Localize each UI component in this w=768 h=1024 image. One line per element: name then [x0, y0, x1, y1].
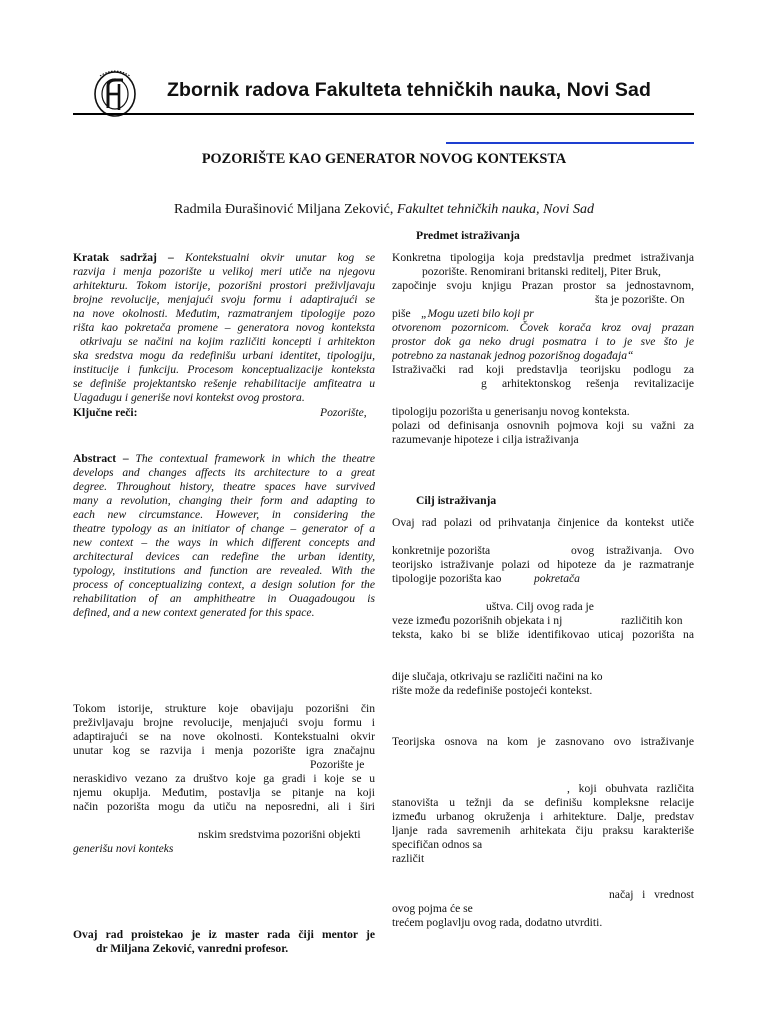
intro-line: adaptirajući se na nove okolnosti. Kontekstualni okvir: [73, 730, 375, 743]
goal-line: veze između pozorišnih objekata i nj: [392, 614, 563, 627]
summary-line: brojne revolucije, menjajući svoju formu i adaptirajući se: [73, 293, 375, 306]
abstract-line: each new circumstance. However, in considering the: [73, 508, 375, 521]
summary-line: rišta kao pokretača promene – generatora novog konteksta: [73, 321, 375, 334]
abstract-line: develops and changes affects its architecture to a great: [73, 466, 375, 479]
footnote-line: Ovaj rad proistekao je iz master rada čiji mentor je: [73, 928, 375, 941]
abstract-line: defined, and a new context generated for this space.: [73, 606, 315, 619]
intro-line: unutar kog se razvija i menja pozorište igra značajnu: [73, 744, 375, 757]
subject-line: potrebno za nastanak jednog pozorišnog događaja“: [392, 349, 634, 362]
summary-line: Uagadugu i generiše novi kontekst ovog prostora.: [73, 391, 305, 404]
goal-line: teksta, kako bi se bliže identifikovao uticaj pozorišta na: [392, 628, 694, 641]
goal-line: Ovaj rad polazi od prihvatanja činjenice da kontekst utiče: [392, 516, 694, 529]
subject-line: Istraživački rad koji predstavlja teorijsku podlogu za: [392, 363, 694, 376]
subject-line: Konkretna tipologija koja predstavlja predmet istraživanja: [392, 251, 694, 264]
subject-line: g arhitektonskog rešenja revitalizacije: [481, 377, 694, 390]
goal-line: različitih kon: [621, 614, 683, 627]
subject-heading: Predmet istraživanja: [416, 229, 520, 242]
goal-line: ljanje rada savremenih arhitekata čiju praksu karakteriše: [392, 824, 694, 837]
goal-line: između urbanog okruženja i arhitekture. Dalje, predstav: [392, 810, 694, 823]
subject-line: „Mogu uzeti bilo koji pr: [421, 307, 534, 320]
abstract-line: many a revolution, changing their form and adapting to: [73, 494, 375, 507]
intro-line: generišu novi konteks: [73, 842, 174, 855]
goal-line: specifičan odnos sa: [392, 838, 483, 851]
intro-line: nskim sredstvima pozorišni objekti: [198, 828, 361, 841]
goal-line: konkretnije pozorišta: [392, 544, 491, 557]
goal-line: načaj i vrednost: [609, 888, 694, 901]
goal-line: rište može da redefiniše postojeći kontekst.: [392, 684, 593, 697]
summary-label: Kratak sadržaj –: [73, 251, 174, 264]
goal-line: trećem poglavlju ovog rada, dodatno utvrditi.: [392, 916, 603, 929]
goal-line: , koji obuhvata različita: [567, 782, 694, 795]
subject-line: piše: [392, 307, 411, 320]
summary-line: arhitekturu. Tokom istorije, pozorišni prostori preživljavaju: [73, 279, 375, 292]
goal-line: uštva. Cilj ovog rada je: [486, 600, 594, 613]
intro-line: preživljavaju brojne revolucije, menjajući svoju formu i: [73, 716, 375, 729]
affiliation: Fakultet tehničkih nauka, Novi Sad: [396, 202, 594, 217]
goal-line: teorijsko istraživanje polazi od hipoteze da je razmatranje: [392, 558, 694, 571]
goal-line: pokretača: [534, 572, 580, 585]
subject-line: polazi od definisanja osnovnih pojmova koji su važni za: [392, 419, 694, 432]
header-rule: [73, 113, 694, 115]
summary-line: razvija i menja pozorište u velikoj meri utiče na njegovu: [73, 265, 375, 278]
abstract-line: rehabilitation of an amphitheatre in Ouagadougou is: [73, 592, 375, 605]
summary-line: ska sredstva mogu da redefinišu urbani identitet, tipologiju,: [73, 349, 375, 362]
subject-line: tipologiju pozorišta u generisanju novog konteksta.: [392, 405, 630, 418]
journal-title: Zbornik radova Fakulteta tehničkih nauka, Novi Sad: [167, 79, 651, 101]
goal-line: različit: [392, 852, 425, 865]
goal-heading: Cilj istraživanja: [416, 494, 497, 507]
abstract-line: new context – the ways in which different concepts and: [73, 536, 375, 549]
intro-line: neraskidivo vezano za društvo koje ga gradi i koje se u: [73, 772, 375, 785]
subject-line: razumevanje hipoteze i cilja istraživanja: [392, 433, 579, 446]
goal-line: stanovišta u težnji da se definišu kompleksne relacije: [392, 796, 694, 809]
subject-line: otvorenom pozornicom. Čovek korača kroz ovaj prazan: [392, 321, 694, 334]
goal-line: Teorijska osnova na kom je zasnovano ovo istraživanje: [392, 735, 694, 748]
goal-line: tipologije pozorišta kao: [392, 572, 502, 585]
abstract-line: architectural devices can redefine the urban identity,: [73, 550, 375, 563]
paper-authors: Radmila Đurašinović Miljana Zeković, Fakultet tehničkih nauka, Novi Sad: [174, 202, 594, 217]
subject-line: započinje svoju knjigu Prazan prostor sa jednostavnom,: [392, 279, 694, 292]
abstract-line: theatre typology as an initiator of change – generator of a: [73, 522, 375, 535]
intro-line: njemu okuplja. Međutim, postavlja se pitanje na koji: [73, 786, 375, 799]
intro-line: način pozorišta mogu da utiču na neposredni, ali i širi: [73, 800, 375, 813]
keywords-label: Ključne reči:: [73, 406, 138, 419]
abstract-label: Abstract –: [73, 452, 129, 465]
abstract-line: process of conceptualizing context, a design solution for the: [73, 578, 375, 591]
faculty-logo-icon: [92, 64, 138, 120]
subject-line: prostor dok ga neko drugi posmatra i to je sve što je: [392, 335, 694, 348]
summary-line: Kratak sadržaj – Kontekstualni okvir unutar kog se: [73, 251, 375, 264]
summary-line: na nove okolnosti. Međutim, razmatranjem tipologije pozo: [73, 307, 375, 320]
summary-line: se definiše projektantsko rešenje rehabilitacije amfiteatra u: [73, 377, 375, 390]
goal-line: dije slučaja, otkrivaju se različiti načini na ko: [392, 670, 603, 683]
abstract-line: typology, institutions and function are revealed. With the: [73, 564, 375, 577]
goal-line: ovog pojma će se: [392, 902, 473, 915]
subject-line: pozorište. Renomirani britanski reditelj, Piter Bruk,: [422, 265, 661, 278]
intro-line: Pozorište je: [310, 758, 365, 771]
abstract-line: Abstract – The contextual framework in which the theatre: [73, 452, 375, 465]
paper-title: POZORIŠTE KAO GENERATOR NOVOG KONTEKSTA: [201, 151, 567, 167]
intro-line: Tokom istorije, strukture koje obavijaju pozorišni čin: [73, 702, 375, 715]
subject-line: šta je pozorište. On: [595, 293, 685, 306]
summary-line: otkrivaju se načini na kojim različiti koncepti i arhitekton: [80, 335, 375, 348]
blue-rule: [446, 142, 694, 144]
summary-line: institucije i funkciju. Procesom konceptualizacije konteksta: [73, 363, 375, 376]
footnote-line: dr Miljana Zeković, vanredni profesor.: [96, 942, 289, 955]
abstract-line: degree. Throughout history, theatre spaces have survived: [73, 480, 375, 493]
keywords-value: Pozorište,: [320, 406, 367, 419]
goal-line: ovog istraživanja. Ovo: [571, 544, 694, 557]
